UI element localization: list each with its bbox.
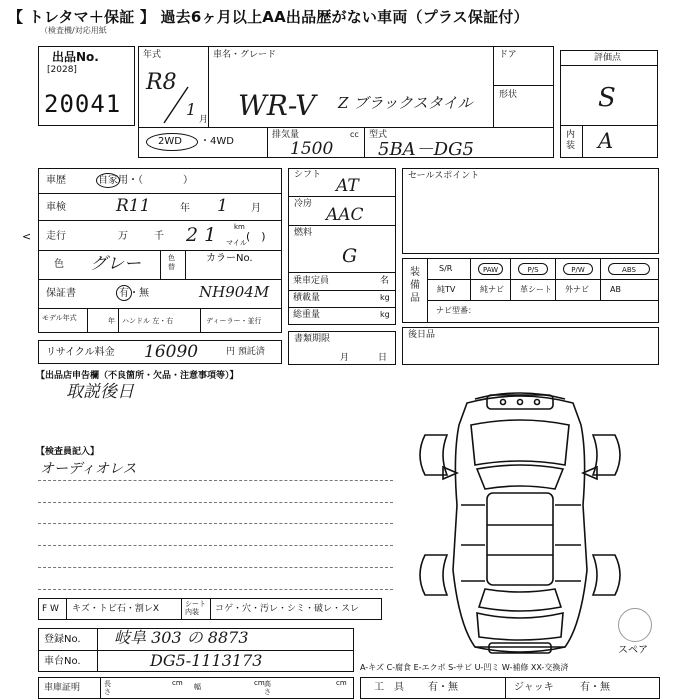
- score-label: 評価点: [594, 53, 622, 63]
- doc-date-day: 日: [378, 353, 388, 363]
- equipment-item: P/W: [563, 263, 593, 275]
- shape-label: 形状: [499, 90, 518, 100]
- codes-legend: A-キズ C-腐食 E-エクボ S-サビ U-凹ミ W-補修 XX-交換済: [360, 663, 569, 672]
- legend-seat: シート内装: [185, 600, 206, 616]
- registration-label: 登録No.: [44, 634, 81, 645]
- inspection-month: 1: [217, 196, 228, 216]
- equipment-item: P/S: [518, 263, 548, 275]
- equipment-navi: ナビ型番：: [436, 306, 476, 315]
- inspection-month-unit: 月: [251, 203, 261, 214]
- load-unit: kg: [380, 293, 390, 302]
- after-note-label: 後日品: [408, 330, 436, 340]
- year-label: 年式: [143, 50, 162, 60]
- cert-width-cm: cm: [254, 679, 265, 687]
- gross-unit: kg: [380, 310, 390, 319]
- equipment-item: 革シート: [520, 285, 552, 294]
- gross-label: 総重量: [293, 310, 321, 320]
- equipment-item: AB: [610, 285, 621, 294]
- tools-box: [360, 677, 660, 699]
- inspection-label: 車検: [46, 202, 66, 213]
- equipment-item: S/R: [439, 264, 453, 273]
- defects-label: 【出品店申告欄（不良箇所・欠品・注意事項等）】: [36, 371, 239, 381]
- spare-label: スペア: [618, 645, 648, 656]
- shift-label: シフト: [294, 170, 322, 180]
- legend-seat-desc: コゲ・穴・汚レ・シミ・破レ・スレ: [215, 604, 360, 614]
- inspector-label: 【検査員記入】: [36, 447, 100, 457]
- header-title: 【 トレタマ＋保証 】 過去6ヶ月以上AA出品歴がない車両（プラス保証付）: [8, 8, 529, 26]
- equipment-item: ABS: [608, 263, 650, 275]
- model-grade: Z ブラックスタイル: [338, 94, 473, 112]
- cert-length-cm: cm: [172, 679, 183, 687]
- cert-label: 車庫証明: [44, 683, 81, 693]
- color-change-label: 色替: [168, 254, 175, 271]
- defects-value: 取説後日: [66, 382, 134, 402]
- margin-mark: <: [22, 230, 32, 243]
- car-diagram-icon: [405, 385, 635, 657]
- model-code-label: 型式: [369, 130, 388, 140]
- equipment-label: 装備品: [410, 267, 420, 304]
- cert-height: 高さ: [264, 680, 271, 696]
- interior-value: A: [598, 129, 614, 153]
- warranty-label: 保証書: [46, 288, 76, 299]
- recycle-unit: 円 預託済: [226, 347, 265, 357]
- history-label: 車歴: [46, 175, 66, 186]
- model-name: WR-V: [238, 89, 316, 122]
- after-note-box: [402, 327, 659, 365]
- warranty-value: 有・無: [119, 288, 149, 299]
- color-code-label: カラーNo.: [206, 253, 253, 264]
- model-year-dealer: ディーラー・並行: [206, 317, 262, 325]
- model-year-handle: ハンドル 左・右: [122, 317, 174, 325]
- doc-date-label: 書類期限: [294, 334, 331, 344]
- equipment-item: 外ナビ: [565, 285, 589, 294]
- displacement-label: 排気量: [272, 130, 300, 140]
- interior-label: 内装: [566, 130, 576, 151]
- drive-2wd: 2WD: [158, 136, 182, 147]
- ac-label: 冷房: [294, 199, 313, 209]
- capacity-unit: 名: [380, 276, 390, 286]
- recycle-value: 16090: [144, 342, 199, 362]
- tools-label: 工 具: [374, 682, 404, 693]
- color-label: 色: [54, 259, 64, 270]
- fuel-label: 燃料: [294, 228, 313, 238]
- jack-label: ジャッキ: [514, 682, 554, 693]
- year-era: R8: [146, 70, 177, 95]
- mileage-paren: ( ): [246, 230, 266, 243]
- capacity-label: 乗車定員: [293, 276, 330, 286]
- year-month: 1: [186, 100, 197, 119]
- year-month-unit: 月: [199, 115, 209, 125]
- lot-label: 出品No.: [52, 50, 99, 64]
- equipment-item: PAW: [478, 263, 503, 275]
- lot-small-code: [2028]: [47, 65, 77, 75]
- cert-width: 幅: [194, 683, 201, 691]
- equipment-item: 純ナビ: [480, 285, 504, 294]
- recycle-label: リサイクル料金: [46, 347, 115, 358]
- mileage-unit-km: km: [234, 223, 245, 231]
- model-label: 車名・グレード: [213, 50, 277, 60]
- equipment-item: 純TV: [437, 285, 456, 294]
- score-value: S: [598, 83, 616, 113]
- mileage-unit-mile: マイル: [226, 239, 247, 247]
- tools-value: 有・無: [428, 682, 458, 693]
- mileage-value: 2 1: [186, 224, 217, 246]
- inspector-line1: オーディオレス: [40, 461, 137, 477]
- drive-4wd: ・4WD: [200, 136, 234, 147]
- ac-value: AAC: [326, 205, 364, 225]
- jack-value: 有・無: [580, 682, 610, 693]
- mileage-label: 走行: [46, 231, 66, 242]
- fuel-value: G: [342, 245, 358, 267]
- warranty-code: NH904M: [199, 283, 270, 301]
- chassis-value: DG5-1113173: [150, 651, 263, 670]
- displacement-unit: cc: [350, 130, 359, 139]
- door-label: ドア: [499, 50, 517, 60]
- history-value: 自家用・（ ）: [98, 175, 193, 186]
- displacement-value: 1500: [290, 139, 334, 159]
- legend-fw: F W: [42, 604, 59, 614]
- model-code-value: 5BA－DG5: [378, 139, 474, 160]
- color-value: グレー: [90, 254, 141, 274]
- model-year-unit: 年: [108, 317, 115, 325]
- registration-value: 岐阜 303 の 8873: [114, 628, 249, 647]
- inspection-year-unit: 年: [180, 203, 190, 214]
- shift-value: AT: [336, 176, 359, 196]
- header-note: （検査機/対応用紙: [40, 26, 107, 35]
- cert-height-cm: cm: [336, 679, 347, 687]
- load-label: 積載量: [293, 293, 321, 303]
- sales-point-label: セールスポイント: [408, 171, 480, 181]
- legend-fw-desc: キズ・トビ石・割レX: [72, 604, 159, 614]
- mileage-sen: 千: [154, 231, 164, 242]
- chassis-label: 車台No.: [44, 656, 81, 667]
- lot-number: 20041: [44, 90, 122, 118]
- mileage-man: 万: [118, 231, 128, 242]
- model-year-label: モデル年式: [42, 314, 77, 322]
- inspection-era: R11: [116, 196, 151, 216]
- cert-length: 長さ: [104, 680, 111, 696]
- doc-date-month: 月: [340, 353, 350, 363]
